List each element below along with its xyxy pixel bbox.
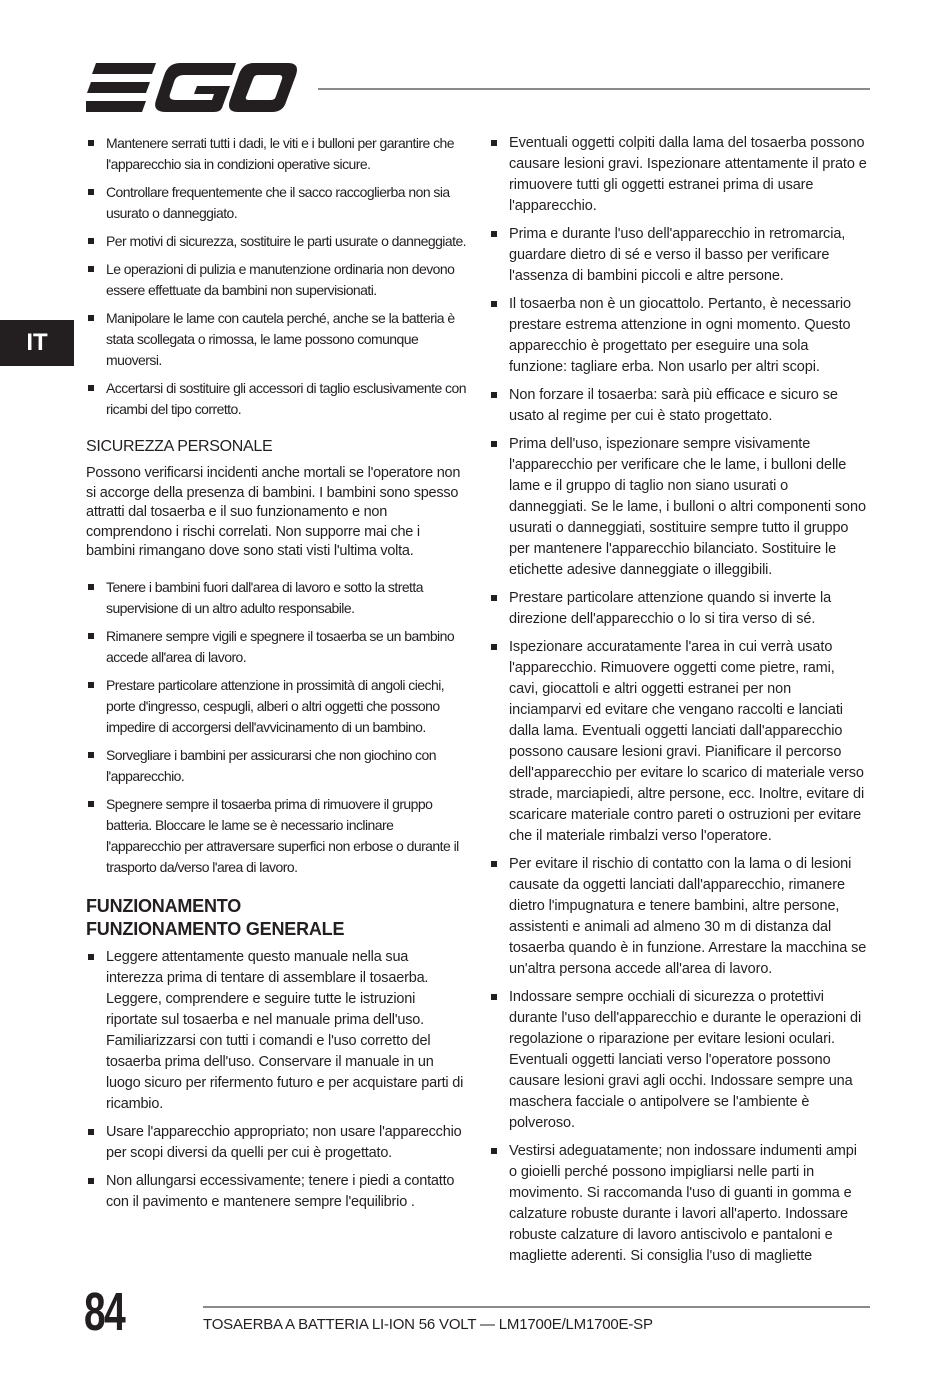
right-bullet-list	[489, 133, 867, 1267]
children-safety-list	[86, 577, 469, 878]
list-item: Per motivi di sicurezza, sostituire le parti usurate o danneggiate.	[86, 231, 469, 252]
personal-safety-heading: SICUREZZA PERSONALE	[86, 438, 273, 455]
footer-title: TOSAERBA A BATTERIA LI-ION 56 VOLT — LM1700E/LM1700E-SP	[203, 1316, 653, 1333]
list-item: Leggere attentamente questo manuale nella sua interezza prima di tentare di assemblare il tosaerba. Leggere, comprendere e seguire tutte le istruzioni riportate sul tosaerba e nel manuale prima dell'uso. Familiarizzarsi con tutti i comandi e l'uso corretto del tosaerba prima dell'uso. Conservare il manuale in un luogo sicuro per rifermento futuro e per acquistare parti di ricambio.	[86, 947, 469, 1115]
list-item: Accertarsi di sostituire gli accessori di taglio esclusivamente con ricambi del tipo corretto.	[86, 378, 469, 420]
list-item: Prima e durante l'uso dell'apparecchio in retromarcia, guardare dietro di sé e verso il basso per verificare l'assenza di bambini piccoli e altre persone.	[489, 224, 867, 287]
list-item: Spegnere sempre il tosaerba prima di rimuovere il gruppo batteria. Bloccare le lame se è necessario inclinare l'apparecchio per attraversare superfici non erbose o durante il trasporto da/verso l'area di lavoro.	[86, 794, 469, 878]
list-item: Tenere i bambini fuori dall'area di lavoro e sotto la stretta supervisione di un altro adulto responsabile.	[86, 577, 469, 619]
list-item: Usare l'apparecchio appropriato; non usare l'apparecchio per scopi diversi da quelli per cui è progettato.	[86, 1122, 469, 1164]
footer-rule	[203, 1306, 870, 1308]
personal-safety-intro: Possono verificarsi incidenti anche mortali se l'operatore non si accorge della presenza di bambini. I bambini sono spesso attratti dal tosaerba e il suo funzionamento e non comprendono i rischi correlati. Non supporre mai che i bambini rimangano dove sono stati visti l'ultima volta.	[86, 465, 461, 559]
list-item: Eventuali oggetti colpiti dalla lama del tosaerba possono causare lesioni gravi. Ispezionare attentamente il prato e rimuovere tutti gli oggetti estranei prima di usare l'apparecchio.	[489, 133, 867, 217]
right-column	[489, 133, 867, 1274]
maintenance-list	[86, 133, 469, 420]
list-item: Prestare particolare attenzione quando si inverte la direzione dell'apparecchio o lo si tira verso di sé.	[489, 588, 867, 630]
list-item: Sorvegliare i bambini per assicurarsi che non giochino con l'apparecchio.	[86, 745, 469, 787]
list-item: Ispezionare accuratamente l'area in cui verrà usato l'apparecchio. Rimuovere oggetti come pietre, rami, cavi, giocattoli e altri oggetti estranei per non inciamparvi ed evitare che vengano raccolti e lanciati dalla lama. Eventuali oggetti lanciati dall'apparecchio possono causare lesioni gravi. Pianificare il percorso dell'apparecchio per evitare lo scarico di materiale verso strade, marciapiedi, altre persone, ecc. Inoltre, evitare di scaricare materiale contro pareti o ostruzioni per evitare che il materiale rimbalzi verso l'operatore.	[489, 637, 867, 847]
list-item: Vestirsi adeguatamente; non indossare indumenti ampi o gioielli perché possono impigliarsi nelle parti in movimento. Si raccomanda l'uso di guanti in gomma e calzature robuste durante i lavori all'aperto. Indossare robuste calzature di lavoro antiscivolo e pantaloni e magliette aderenti. Si consiglia l'uso di magliette	[489, 1141, 867, 1267]
list-item: Non allungarsi eccessivamente; tenere i piedi a contatto con il pavimento e mantenere sempre l'equilibrio .	[86, 1171, 469, 1213]
language-tab: IT	[0, 320, 74, 366]
left-column	[86, 133, 469, 1220]
list-item: Mantenere serrati tutti i dadi, le viti e i bulloni per garantire che l'apparecchio sia in condizioni operative sicure.	[86, 133, 469, 175]
operation-title: FUNZIONAMENTO	[86, 895, 242, 916]
operation-heading	[86, 895, 469, 941]
page-number: 84	[84, 1282, 125, 1342]
list-item: Il tosaerba non è un giocattolo. Pertanto, è necessario prestare estrema attenzione in ogni momento. Questo apparecchio è progettato per eseguire una sola funzione: tagliare erba. Non usarlo per altri scopi.	[489, 294, 867, 378]
list-item: Manipolare le lame con cautela perché, anche se la batteria è stata scollegata o rimossa, le lame possono comunque muoversi.	[86, 308, 469, 371]
list-item: Le operazioni di pulizia e manutenzione ordinaria non devono essere effettuate da bambini non supervisionati.	[86, 259, 469, 301]
header-rule	[318, 88, 870, 90]
list-item: Per evitare il rischio di contatto con la lama o di lesioni causate da oggetti lanciati dall'apparecchio, rimanere dietro l'impugnatura e tenere bambini, altre persone, assistenti e animali ad almeno 30 m di distanza dal tosaerba quando è in funzione. Arrestare la macchina se un'altra persona accede all'area di lavoro.	[489, 854, 867, 980]
list-item: Prestare particolare attenzione in prossimità di angoli ciechi, porte d'ingresso, cespugli, alberi o altri oggetti che possono impedire di accorgersi dell'avvicinamento di un bambino.	[86, 675, 469, 738]
list-item: Non forzare il tosaerba: sarà più efficace e sicuro se usato al regime per cui è stato progettato.	[489, 385, 867, 427]
list-item: Controllare frequentemente che il sacco raccoglierba non sia usurato o danneggiato.	[86, 182, 469, 224]
list-item: Prima dell'uso, ispezionare sempre visivamente l'apparecchio per verificare che le lame, i bulloni delle lame e il gruppo di taglio non siano usurati o danneggiati. Se le lame, i bulloni o altri componenti sono usurati o danneggiati, sostituire sempre tutto il gruppo per mantenere l'apparecchio bilanciato. Sostituire le etichette adesive danneggiate o illeggibili.	[489, 434, 867, 581]
ego-logo	[86, 62, 298, 114]
operation-list	[86, 947, 469, 1213]
general-operation-title: FUNZIONAMENTO GENERALE	[86, 918, 345, 939]
list-item: Indossare sempre occhiali di sicurezza o protettivi durante l'uso dell'apparecchio e durante le operazioni di regolazione o riparazione per evitare lesioni oculari. Eventuali oggetti lanciati verso l'operatore possono causare lesioni gravi agli occhi. Indossare sempre una maschera facciale o antipolvere se l'ambiente è polveroso.	[489, 987, 867, 1134]
list-item: Rimanere sempre vigili e spegnere il tosaerba se un bambino accede all'area di lavoro.	[86, 626, 469, 668]
